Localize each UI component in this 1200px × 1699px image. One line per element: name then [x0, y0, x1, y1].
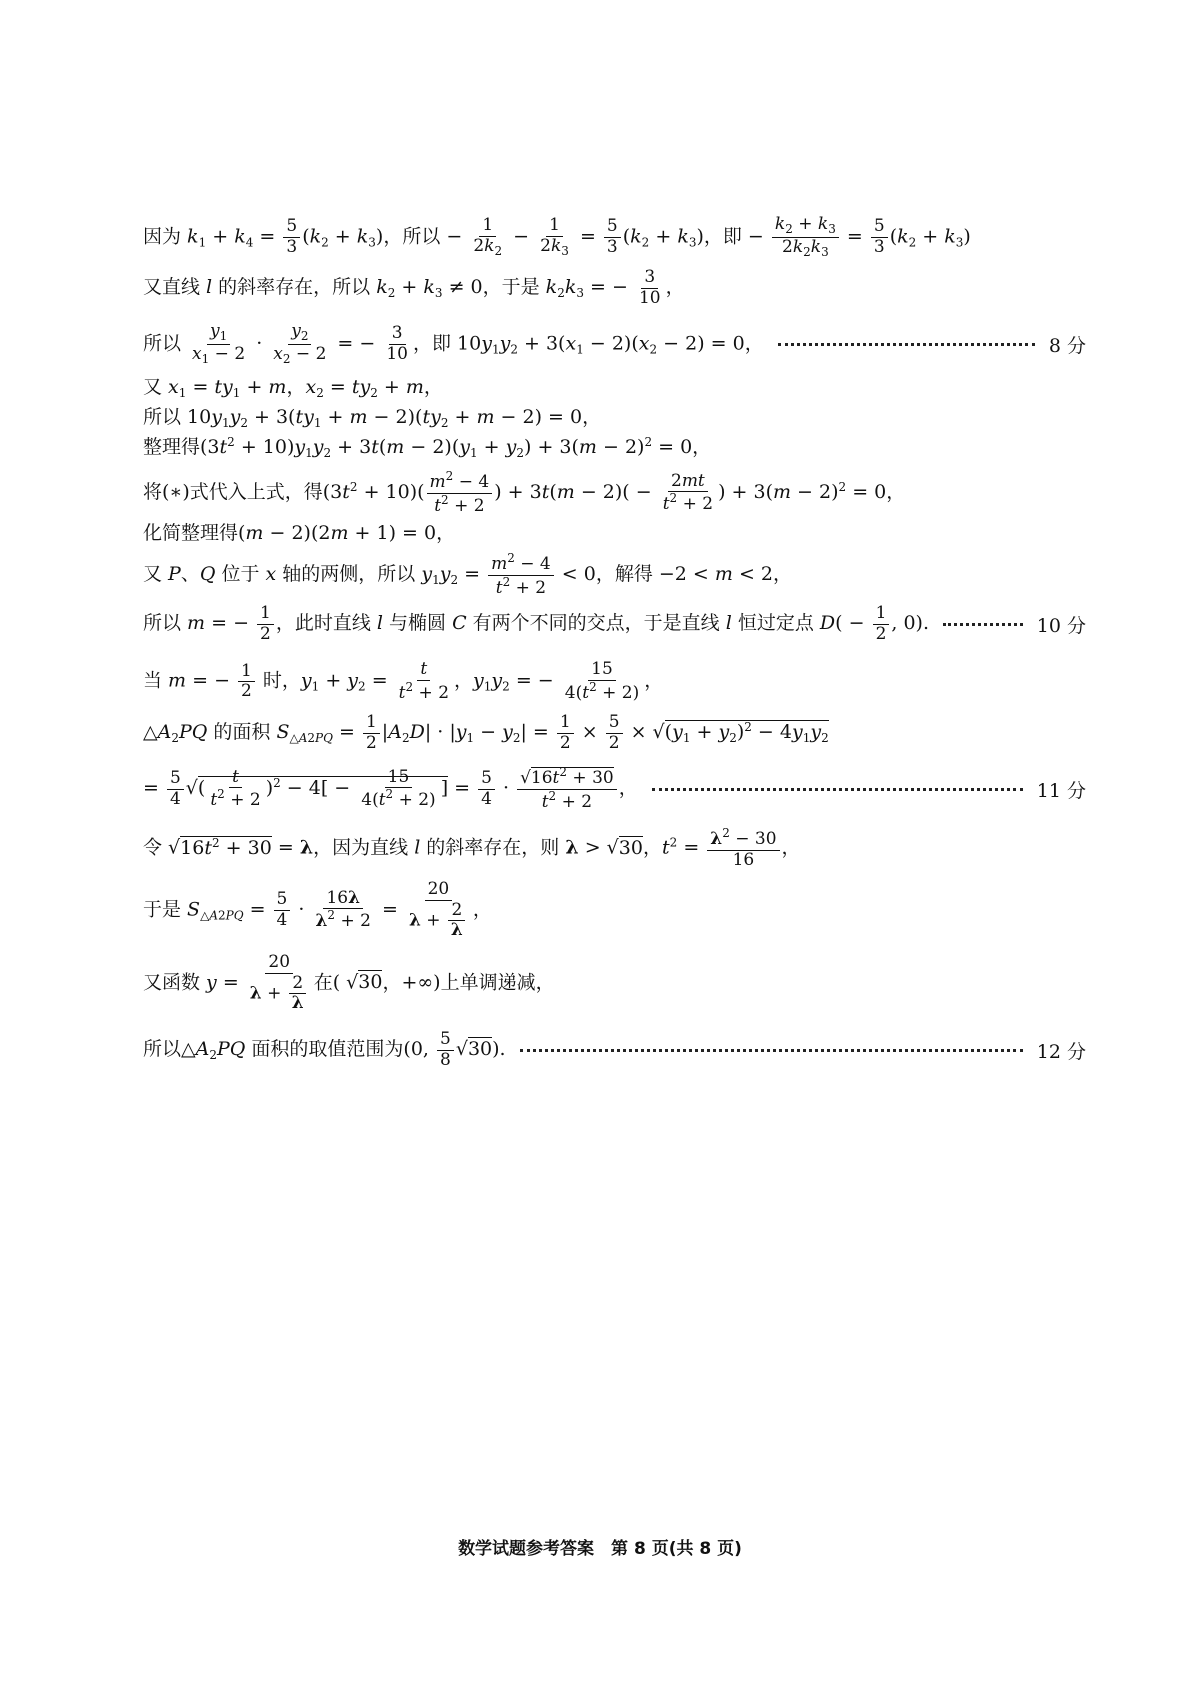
equation-2: 又直线 l 的斜率存在，所以 $k_2 + k_3 \ne 0$，于是 $k_2k_3$ = − $\frac{3}{10}$ ，	[143, 267, 685, 308]
score-label: 8 分	[1048, 334, 1086, 357]
equation-12: $\triangle A_2PQ$ 的面积 $S_{\triangle A2PQ}$ = $\frac{1}{2}$ $|A_2D| \cdot |y_1 - y_2|$ = $\frac{1}{2}$ × $\frac{5}{2}$ × $√(y_1 + y_2)^2 - 4y_1y_2$	[143, 712, 829, 753]
equation-8: 化简整理得(m − 2)(2m + 1) = 0，	[143, 522, 456, 544]
equation-16: 又函数 y = 20 λ + $\frac{2}{\lambda}$ 在( √30，+∞)上单调递减，	[143, 952, 555, 1014]
solution-line-3	[143, 322, 1086, 367]
equation-5: 所以 $10y_1y_2 + 3(ty_1 + m - 2)(ty_2 + m - 2) = 0$，	[143, 406, 602, 430]
equation-14: 令 $√16t^2 + 30 = \lambda$，因为直线 l 的斜率存在，则 λ > √30，$t^2$ = $\frac{\lambda^2 - 30}{16}$ ，	[143, 826, 801, 870]
leader-dots	[943, 623, 1023, 626]
solution-line-11	[143, 660, 1086, 703]
leader-dots	[652, 788, 1023, 791]
equation-15: 于是 $S_{\triangle A2PQ}$ = $\frac{5}{4}$ · $\frac{16\lambda}{\lambda^2 + 2}$ = 20 λ + $\frac{2}{\lambda}$ ，	[143, 879, 492, 941]
equation-1: 因为 $k_1 + k_4$ = $\frac{5}{3}$ $(k_2 + k_3)$，所以 − $\frac{1}{2k_2}$ − $\frac{1}{2k_3}$ = $\frac{5}{3}$ $(k_2 + k_3)$，即 − $\frac{k_2 + k_3}{2k_2k_3}$ = $\frac{5}{3}$ $(k_2 + k_3)$	[143, 214, 971, 259]
equation-11: 当 m = − $\frac{1}{2}$ 时，$y_1 + y_2$ = $\frac{t}{t^2 + 2}$ ，$y_1y_2$ = − $\frac{15}{4(t^2 + 2)}$ ，	[143, 659, 664, 703]
page-footer: 数学试题参考答案 第 8 页(共 8 页)	[458, 1539, 742, 1559]
equation-10: 所以 m = − $\frac{1}{2}$ ，此时直线 l 与椭圆 C 有两个不同的交点，于是直线 l 恒过定点 D( − $\frac{1}{2}$ , 0).	[143, 603, 930, 644]
solution-line-10	[143, 604, 1086, 644]
solution-line-15	[143, 880, 1086, 941]
solution-line-6	[143, 432, 1086, 460]
score-label: 11 分	[1036, 779, 1086, 802]
equation-7: 将(∗)式代入上式，得$(3t^2 + 10)$( $\frac{m^2 - 4}{t^2 + 2}$ ) + 3t(m − 2)( − $\frac{2mt}{t^2 + 2}$ ) + $3(m - 2)^2 = 0$，	[143, 469, 906, 516]
solution-line-8	[143, 518, 1086, 545]
solution-line-7	[143, 470, 1086, 516]
solution-line-9	[143, 552, 1086, 598]
solution-line-2	[143, 268, 1086, 308]
solution-line-12	[143, 713, 1086, 753]
solution-line-17	[143, 1030, 1086, 1070]
score-label: 12 分	[1036, 1040, 1086, 1063]
equation-6: 整理得$(3t^2 + 10)y_1y_2 + 3t(m - 2)(y_1 + y_2) + 3(m - 2)^2 = 0$，	[143, 435, 712, 460]
leader-dots	[520, 1049, 1023, 1052]
score-label: 10 分	[1036, 614, 1086, 637]
leader-dots	[778, 343, 1035, 346]
equation-9: 又 P、Q 位于 x 轴的两侧，所以 $y_1y_2$ = $\frac{m^2 - 4}{t^2 + 2}$ < 0，解得 −2 < m < 2，	[143, 551, 792, 598]
equation-3: 所以 $\frac{y_1}{x_1 - 2}$ · $\frac{y_2}{x_2 - 2}$ = − $\frac{3}{10}$ ，即 $10y_1y_2 + 3(x_1 - 2)(x_2 - 2) = 0$，	[143, 321, 764, 366]
solution-line-13	[143, 766, 1086, 812]
solution-line-16	[143, 953, 1086, 1014]
solution-line-5	[143, 402, 1086, 430]
equation-13: = $\frac{5}{4}$ √( $\frac{t}{t^2 + 2}$ )$^2$ − 4[ − $\frac{15}{4(t^2 + 2)}$ ] = $\frac{5}{4}$ · $\frac{√16t^2 + 30}{t^2 + 2}$ ，	[143, 765, 638, 812]
solution-line-1	[143, 215, 1086, 260]
solution-line-4	[143, 372, 1086, 400]
solution-line-14	[143, 827, 1086, 870]
equation-4: 又 $x_1 = ty_1 + m$，$x_2 = ty_2 + m$，	[143, 376, 443, 400]
equation-17: 所以$\triangle A_2PQ$ 面积的取值范围为(0, $\frac{5}{8}$ √30).	[143, 1029, 506, 1070]
